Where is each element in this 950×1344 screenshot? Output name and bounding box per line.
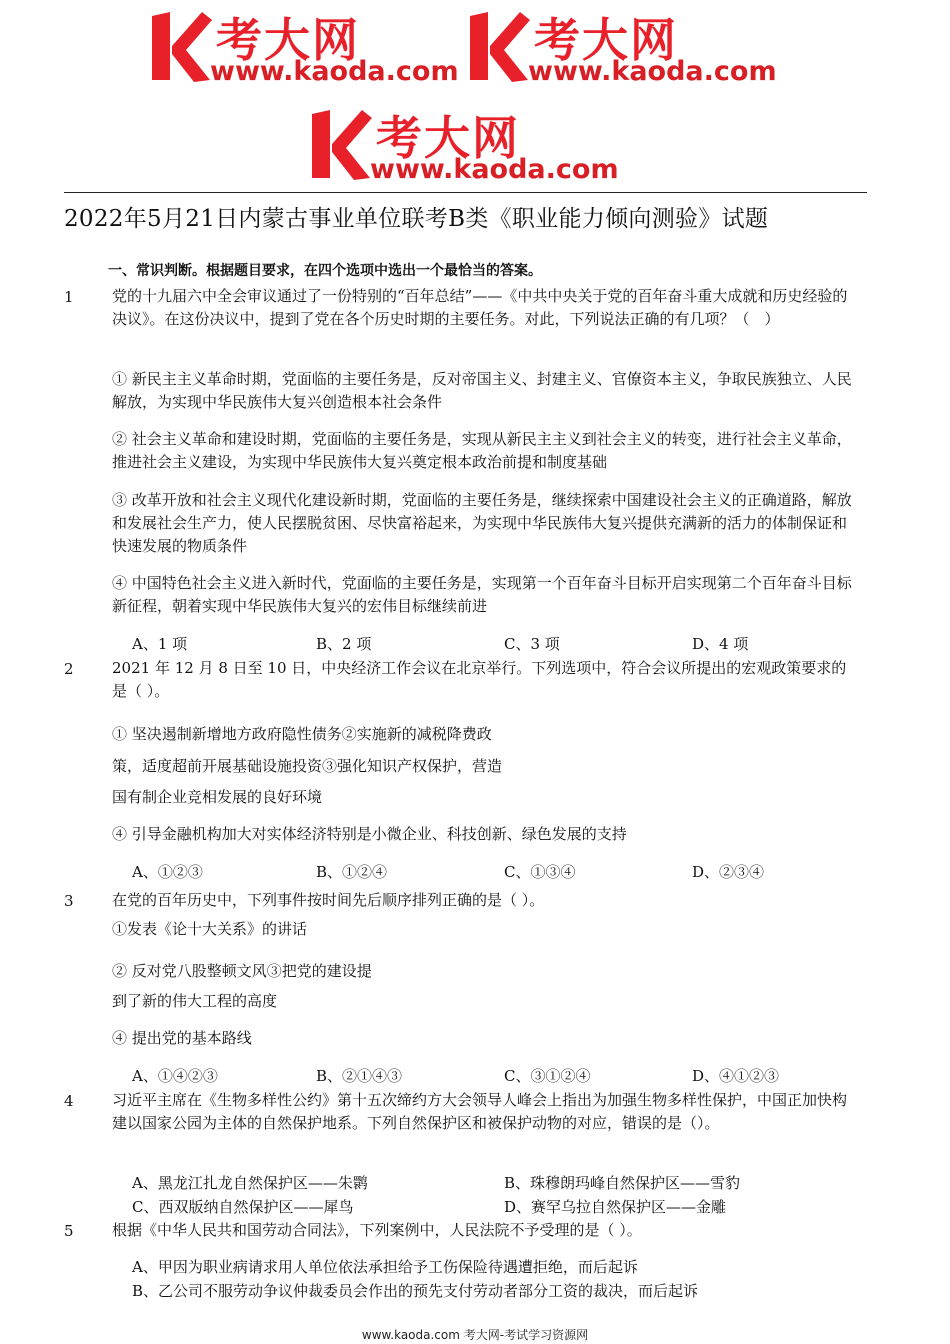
header-divider	[64, 192, 867, 193]
statement: ④ 引导金融机构加大对实体经济特别是小微企业、科技创新、绿色发展的支持	[112, 825, 627, 843]
question-number: 5	[64, 1222, 74, 1240]
option-a: A、①④②③	[132, 1067, 218, 1085]
statement: ① 新民主主义革命时期，党面临的主要任务是，反对帝国主义、封建主义、官僚资本主义，争取民族独立、人民解放，为实现中华民族伟大复兴创造根本社会条件	[112, 370, 852, 411]
question-number: 3	[64, 892, 74, 910]
logo-brand: 考大网	[216, 13, 360, 67]
option-b: B、②①④③	[316, 1067, 403, 1085]
question-stem: 党的十九届六中全会审议通过了一份特别的“百年总结”——《中共中央关于党的百年奋斗重大成就和历史经验的决议》。在这份决议中，提到了党在各个历史时期的主要任务。对此，下列说法正确的有几项？（ ）	[112, 287, 848, 328]
statement: ④ 提出党的基本路线	[112, 1029, 252, 1047]
option-b: B、珠穆朗玛峰自然保护区——雪豹	[504, 1174, 741, 1192]
kaoda-logo	[150, 6, 480, 88]
option-c: C、①③④	[504, 863, 576, 881]
statement: 策，适度超前开展基础设施投资③强化知识产权保护，营造	[112, 757, 503, 775]
option-c: C、3 项	[504, 635, 560, 653]
question-stem: 在党的百年历史中，下列事件按时间先后顺序排列正确的是（ ）。	[112, 891, 545, 909]
statement: ③ 改革开放和社会主义现代化建设新时期，党面临的主要任务是，继续探索中国建设社会主义的正确道路，解放和发展社会生产力，使人民摆脱贫困、尽快富裕起来，为实现中华民族伟大复兴提供充满新的活力的体制保证和快速发展的物质条件	[112, 491, 852, 555]
option-b: B、2 项	[316, 635, 372, 653]
logo-brand: 考大网	[534, 13, 678, 67]
option-c: C、③①②④	[504, 1067, 591, 1085]
statement: ① 坚决遏制新增地方政府隐性债务②实施新的减税降费政	[112, 725, 492, 743]
option-b: B、①②④	[316, 863, 388, 881]
kaoda-logo	[468, 6, 798, 88]
section-heading: 一、常识判断。根据题目要求，在四个选项中选出一个最恰当的答案。	[108, 263, 542, 279]
statement: ② 社会主义革命和建设时期，党面临的主要任务是，实现从新民主主义到社会主义的转变，进行社会主义革命，推进社会主义建设，为实现中华民族伟大复兴奠定根本政治前提和制度基础	[112, 430, 852, 471]
question-number: 2	[64, 660, 74, 678]
option-d: D、赛罕乌拉自然保护区——金雕	[504, 1198, 727, 1216]
option-d: D、④①②③	[692, 1067, 780, 1085]
question-stem: 习近平主席在《生物多样性公约》第十五次缔约方大会领导人峰会上指出为加强生物多样性保护，中国正加快构建以国家公园为主体的自然保护地系。下列自然保护区和被保护动物的对应，错误的是（）。	[112, 1091, 848, 1132]
page-title: 2022年5月21日内蒙古事业单位联考B类《职业能力倾向测验》试题	[64, 206, 769, 232]
statement: ④ 中国特色社会主义进入新时代，党面临的主要任务是，实现第一个百年奋斗目标开启实现第二个百年奋斗目标新征程，朝着实现中华民族伟大复兴的宏伟目标继续前进	[112, 574, 852, 615]
question-number: 1	[64, 288, 74, 306]
logo-url: www.kaoda.com	[210, 56, 459, 87]
option-c: C、西双版纳自然保护区——犀鸟	[132, 1198, 354, 1216]
k-logo-icon	[150, 10, 212, 82]
option-b: B、乙公司不服劳动争议仲裁委员会作出的预先支付劳动者部分工资的裁决，而后起诉	[132, 1282, 699, 1300]
option-d: D、②③④	[692, 863, 765, 881]
question-stem: 根据《中华人民共和国劳动合同法》，下列案例中，人民法院不予受理的是（ ）。	[112, 1221, 642, 1239]
statement: 到了新的伟大工程的高度	[112, 992, 278, 1010]
question-number: 4	[64, 1092, 74, 1110]
logo-url: www.kaoda.com	[370, 154, 619, 185]
option-d: D、4 项	[692, 635, 749, 653]
statement: 国有制企业竞相发展的良好环境	[112, 788, 323, 806]
logo-url: www.kaoda.com	[528, 56, 777, 87]
statement: ①发表《论十大关系》的讲话	[112, 920, 308, 938]
statement: ② 反对党八股整顿文风③把党的建设提	[112, 962, 372, 980]
logo-brand: 考大网	[376, 111, 520, 165]
k-logo-icon	[468, 10, 530, 82]
option-a: A、甲因为职业病请求用人单位依法承担给予工伤保险待遇遭拒绝，而后起诉	[132, 1258, 638, 1276]
question-stem: 2021 年 12 月 8 日至 10 日，中央经济工作会议在北京举行。下列选项中，符合会议所提出的宏观政策要求的是（ ）。	[112, 659, 847, 700]
option-a: A、黑龙江扎龙自然保护区——朱鹮	[132, 1174, 368, 1192]
option-a: A、①②③	[132, 863, 203, 881]
page-footer: www.kaoda.com 考大网-考试学习资源网	[361, 1328, 589, 1342]
kaoda-logo	[310, 104, 640, 186]
option-a: A、1 项	[132, 635, 188, 653]
k-logo-icon	[310, 108, 372, 180]
